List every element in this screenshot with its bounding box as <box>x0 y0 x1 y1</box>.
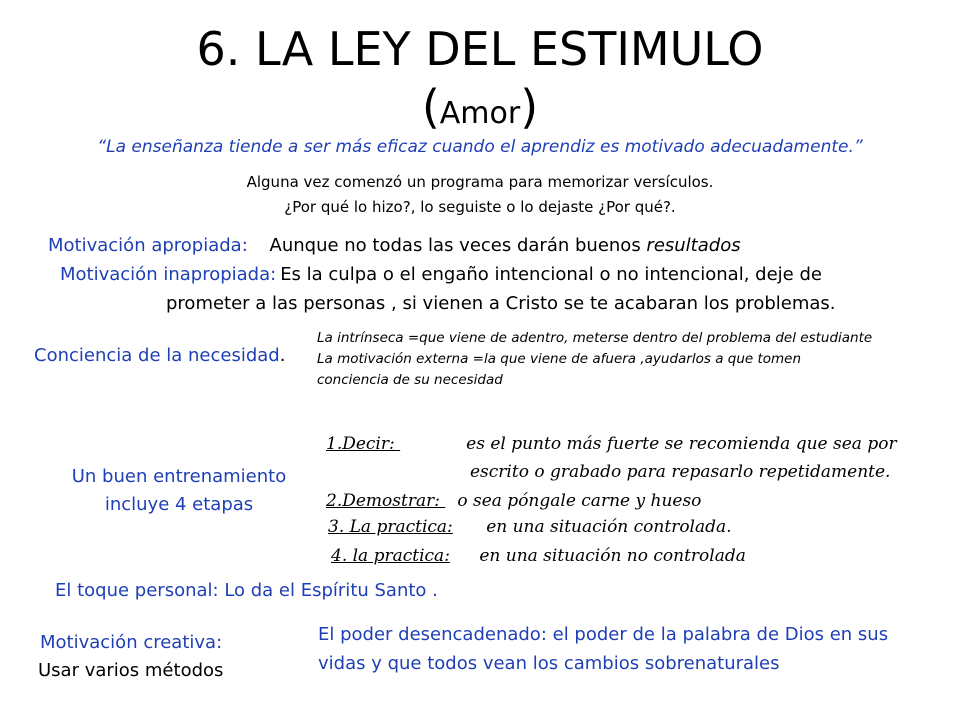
step-4-text: en una situación no controlada <box>479 546 746 566</box>
page-subtitle <box>0 80 960 134</box>
step-3 <box>328 517 732 537</box>
creativa-label: Motivación creativa: <box>40 632 223 653</box>
step-2-text: o sea póngale carne y hueso <box>457 491 702 511</box>
intro-line-1: Alguna vez comenzó un programa para memorizar versículos. <box>246 173 714 191</box>
step-3-text: en una situación controlada. <box>486 517 732 537</box>
inapropiada-text-1: Es la culpa o el engaño intencional o no intencional, deje de <box>280 264 822 285</box>
inapropiada-text-2: prometer a las personas , si vienen a Cristo se te acabaran los problemas. <box>166 293 836 314</box>
poder-line-2: vidas y que todos vean los cambios sobrenaturales <box>318 653 780 674</box>
step-1-text-2: escrito o grabado para repasarlo repetidamente. <box>470 462 891 482</box>
step-3-key: 3. La practica: <box>328 517 453 537</box>
page-title: 6. LA LEY DEL ESTIMULO <box>196 22 764 76</box>
conciencia-row <box>34 345 285 366</box>
subtitle-open: ( <box>421 80 440 134</box>
conciencia-note-3: conciencia de su necesidad <box>317 372 503 388</box>
conciencia-period: . <box>279 345 286 366</box>
step-4 <box>331 546 746 566</box>
law-quote: “La enseñanza tiende a ser más eficaz cuando el aprendiz es motivado adecuadamente.” <box>97 137 863 157</box>
apropiada-text: Aunque no todas las veces darán buenos <box>269 235 647 256</box>
subtitle-close: ) <box>520 80 539 134</box>
toque-personal: El toque personal: Lo da el Espíritu Santo . <box>55 580 438 601</box>
poder-line-1 <box>318 624 888 645</box>
apropiada-row <box>48 235 741 256</box>
entrenamiento-label-1: Un buen entrenamiento <box>71 466 287 487</box>
poder-label: El poder desencadenado <box>318 624 541 645</box>
step-1 <box>326 434 897 454</box>
subtitle-word: Amor <box>439 96 521 131</box>
inapropiada-label: Motivación inapropiada: <box>60 264 277 285</box>
apropiada-label: Motivación apropiada: <box>48 235 248 256</box>
conciencia-note-1: La intrínseca =que viene de adentro, meterse dentro del problema del estudiante <box>317 330 873 346</box>
step-2 <box>326 491 701 511</box>
step-4-key: 4. la practica: <box>331 546 450 566</box>
step-1-text: es el punto más fuerte se recomienda que sea por <box>466 434 897 454</box>
poder-text-1: : el poder de la palabra de Dios en sus <box>540 624 889 645</box>
creativa-sub: Usar varios métodos <box>38 660 224 681</box>
conciencia-note-2: La motivación externa =la que viene de afuera ,ayudarlos a que tomen <box>317 351 802 367</box>
step-2-key: 2.Demostrar: <box>326 491 446 511</box>
step-1-key: 1.Decir: <box>326 434 401 454</box>
conciencia-label: Conciencia de la necesidad <box>34 345 280 366</box>
apropiada-italic: resultados <box>646 235 741 256</box>
entrenamiento-label-2: incluye 4 etapas <box>104 494 254 515</box>
intro-line-2: ¿Por qué lo hizo?, lo seguiste o lo dejaste ¿Por qué?. <box>284 198 676 216</box>
inapropiada-row <box>60 264 822 285</box>
